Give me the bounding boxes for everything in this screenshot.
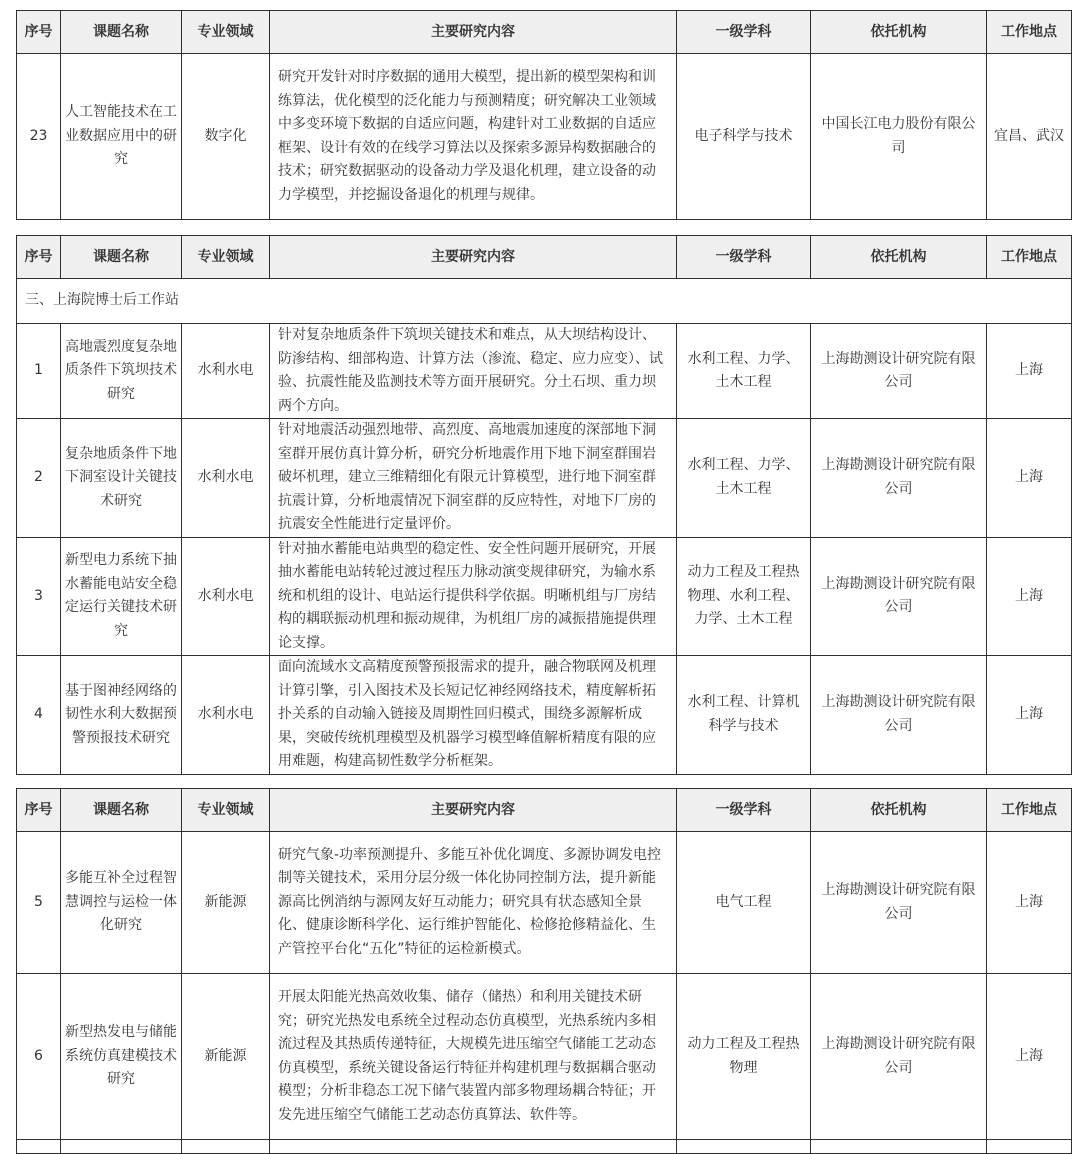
cell-content: 研究开发针对时序数据的通用大模型，提出新的模型架构和训练算法，优化模型的泛化能力与预测精度；研究解决工业领域中多变环境下数据的自适应问题，构建针对工业数据的自适应框架、设计有效的在线学习算法以及探索多源异构数据融合的技术；研究数据驱动的设备动力学及退化机理，建立设备的动力学模型，并挖掘设备退化的机理与规律。	[270, 54, 677, 220]
cell-discipline: 水利工程、计算机科学与技术	[677, 656, 811, 775]
cell-name: 复杂地质条件下地下洞室设计关键技术研究	[61, 419, 182, 538]
cell-empty	[61, 1140, 182, 1154]
cell-discipline: 水利工程、力学、土木工程	[677, 324, 811, 419]
cell-location: 上海	[987, 832, 1072, 974]
cell-seq: 4	[17, 656, 61, 775]
cell-institution: 中国长江电力股份有限公司	[811, 54, 987, 220]
table-row	[17, 419, 1072, 538]
header-content: 主要研究内容	[270, 236, 677, 279]
cell-seq: 1	[17, 324, 61, 419]
cell-name: 新型电力系统下抽水蓄能电站安全稳定运行关键技术研究	[61, 537, 182, 656]
cell-institution: 上海勘测设计研究院有限公司	[811, 324, 987, 419]
table-header-row	[17, 236, 1072, 279]
cell-seq: 23	[17, 54, 61, 220]
table-header-row	[17, 11, 1072, 54]
cell-content: 研究气象-功率预测提升、多能互补优化调度、多源协调发电控制等关键技术，采用分层分级一体化协同控制方法，提升新能源高比例消纳与源网友好互动能力；研究具有状态感知全景化、健康诊断科学化、运行维护智能化、检修抢修精益化、生产管控平台化“五化”特征的运检新模式。	[270, 832, 677, 974]
table-row	[17, 324, 1072, 419]
cell-empty	[811, 1140, 987, 1154]
table-row-partial	[17, 1140, 1072, 1154]
header-name: 课题名称	[61, 789, 182, 832]
cell-seq: 5	[17, 832, 61, 974]
header-seq: 序号	[17, 236, 61, 279]
cell-location: 上海	[987, 419, 1072, 538]
header-seq: 序号	[17, 11, 61, 54]
header-institution: 依托机构	[811, 11, 987, 54]
cell-empty	[270, 1140, 677, 1154]
cell-content: 针对抽水蓄能电站典型的稳定性、安全性问题开展研究，开展抽水蓄能电站转轮过渡过程压力脉动演变规律研究，为输水系统和机组的设计、电站运行提供科学依据。明晰机组与厂房结构的耦联振动机理和振动规律，为机组厂房的减振措施提供理论支撑。	[270, 537, 677, 656]
cell-name: 新型热发电与储能系统仿真建模技术研究	[61, 974, 182, 1140]
cell-institution: 上海勘测设计研究院有限公司	[811, 656, 987, 775]
table-row	[17, 537, 1072, 656]
cell-discipline: 电子科学与技术	[677, 54, 811, 220]
table-row	[17, 54, 1072, 220]
cell-field: 新能源	[182, 832, 270, 974]
cell-content: 面向流域水文高精度预警预报需求的提升，融合物联网及机理计算引擎，引入图技术及长短记忆神经网络技术，精度解析拓扑关系的自动输入链接及周期性回归模式，围绕多源解析成果，突破传统机理模型及机器学习模型峰值解析精度有限的应用难题，构建高韧性数学分析框架。	[270, 656, 677, 775]
cell-location: 上海	[987, 974, 1072, 1140]
cell-institution: 上海勘测设计研究院有限公司	[811, 419, 987, 538]
cell-location: 上海	[987, 656, 1072, 775]
header-name: 课题名称	[61, 11, 182, 54]
header-institution: 依托机构	[811, 789, 987, 832]
topic-table-3	[16, 788, 1072, 1154]
header-field: 专业领域	[182, 11, 270, 54]
cell-field: 水利水电	[182, 537, 270, 656]
cell-name: 多能互补全过程智慧调控与运检一体化研究	[61, 832, 182, 974]
header-location: 工作地点	[987, 789, 1072, 832]
cell-content: 开展太阳能光热高效收集、储存（储热）和利用关键技术研究；研究光热发电系统全过程动态仿真模型，光热系统内多相流过程及其热质传递特征，大规模先进压缩空气储能工艺动态仿真模型，系统关键设备运行特征并构建机理与数据耦合驱动模型；分析非稳态工况下储气装置内部多物理场耦合特征；开发先进压缩空气储能工艺动态仿真算法、软件等。	[270, 974, 677, 1140]
cell-name: 人工智能技术在工业数据应用中的研究	[61, 54, 182, 220]
cell-name: 基于图神经网络的韧性水利大数据预警预报技术研究	[61, 656, 182, 775]
header-content: 主要研究内容	[270, 789, 677, 832]
cell-field: 新能源	[182, 974, 270, 1140]
header-discipline: 一级学科	[677, 236, 811, 279]
table-row	[17, 974, 1072, 1140]
header-location: 工作地点	[987, 11, 1072, 54]
cell-institution: 上海勘测设计研究院有限公司	[811, 832, 987, 974]
header-discipline: 一级学科	[677, 789, 811, 832]
cell-location: 宜昌、武汉	[987, 54, 1072, 220]
cell-seq: 6	[17, 974, 61, 1140]
section-title: 三、上海院博士后工作站	[17, 279, 1072, 324]
cell-empty	[987, 1140, 1072, 1154]
cell-content: 针对地震活动强烈地带、高烈度、高地震加速度的深部地下洞室群开展仿真计算分析，研究分析地震作用下地下洞室群围岩破坏机理，建立三维精细化有限元计算模型，进行地下洞室群抗震计算，分析地震情况下洞室群的反应特性，对地下厂房的抗震安全性能进行定量评价。	[270, 419, 677, 538]
header-discipline: 一级学科	[677, 11, 811, 54]
cell-empty	[677, 1140, 811, 1154]
cell-discipline: 电气工程	[677, 832, 811, 974]
table-header-row	[17, 789, 1072, 832]
cell-field: 水利水电	[182, 419, 270, 538]
header-name: 课题名称	[61, 236, 182, 279]
cell-name: 高地震烈度复杂地质条件下筑坝技术研究	[61, 324, 182, 419]
cell-discipline: 动力工程及工程热物理、水利工程、力学、土木工程	[677, 537, 811, 656]
header-content: 主要研究内容	[270, 11, 677, 54]
cell-discipline: 水利工程、力学、土木工程	[677, 419, 811, 538]
cell-seq: 3	[17, 537, 61, 656]
header-seq: 序号	[17, 789, 61, 832]
cell-institution: 上海勘测设计研究院有限公司	[811, 537, 987, 656]
cell-institution: 上海勘测设计研究院有限公司	[811, 974, 987, 1140]
header-field: 专业领域	[182, 236, 270, 279]
cell-field: 水利水电	[182, 324, 270, 419]
cell-field: 水利水电	[182, 656, 270, 775]
cell-discipline: 动力工程及工程热物理	[677, 974, 811, 1140]
header-field: 专业领域	[182, 789, 270, 832]
header-institution: 依托机构	[811, 236, 987, 279]
header-location: 工作地点	[987, 236, 1072, 279]
cell-seq: 2	[17, 419, 61, 538]
cell-content: 针对复杂地质条件下筑坝关键技术和难点，从大坝结构设计、防渗结构、细部构造、计算方法（渗流、稳定、应力应变）、试验、抗震性能及监测技术等方面开展研究。分土石坝、重力坝两个方向。	[270, 324, 677, 419]
table-row	[17, 832, 1072, 974]
topic-table-2	[16, 235, 1072, 775]
cell-location: 上海	[987, 537, 1072, 656]
table-row	[17, 656, 1072, 775]
topic-table-1	[16, 10, 1072, 220]
cell-empty	[182, 1140, 270, 1154]
section-row	[17, 279, 1072, 324]
cell-empty	[17, 1140, 61, 1154]
cell-field: 数字化	[182, 54, 270, 220]
cell-location: 上海	[987, 324, 1072, 419]
